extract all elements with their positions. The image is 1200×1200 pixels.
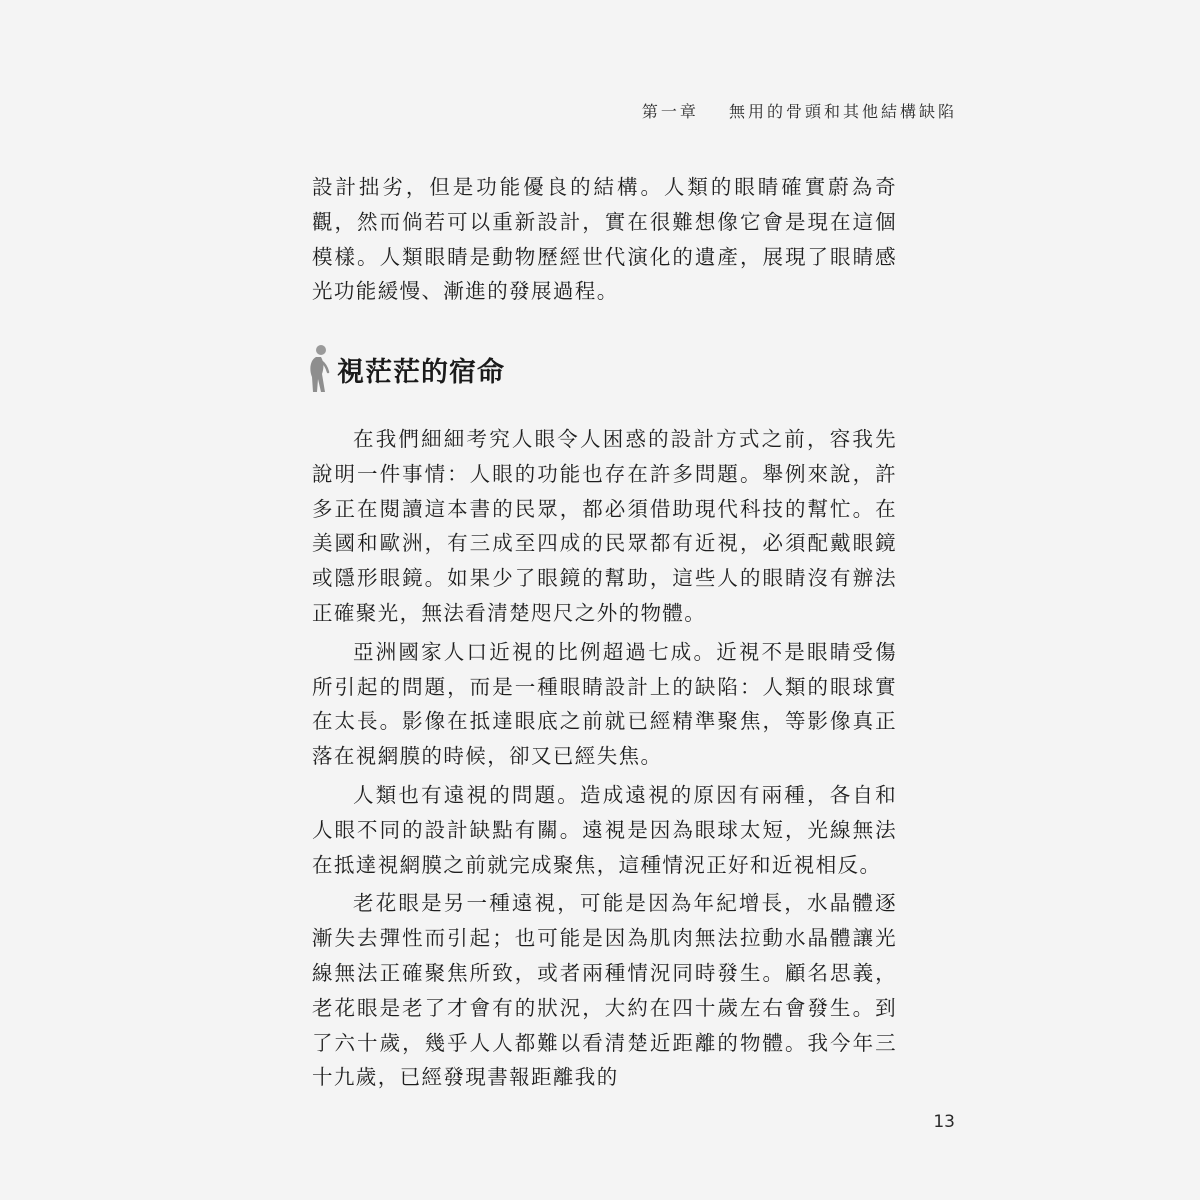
chapter-label: 第一章 <box>641 102 699 121</box>
paragraph: 在我們細細考究人眼令人困惑的設計方式之前，容我先說明一件事情：人眼的功能也存在許多問題。舉例來說，許多正在閱讀這本書的民眾，都必須借助現代科技的幫忙。在美國和歐洲，有三成至四成的民眾都有近視，必須配戴眼鏡或隱形眼鏡。如果少了眼鏡的幫助，這些人的眼睛沒有辦法正確聚光，無法看清楚咫尺之外的物體。 <box>312 427 897 625</box>
chapter-title: 無用的骨頭和其他結構缺陷 <box>728 102 957 121</box>
paragraph: 老花眼是另一種遠視，可能是因為年紀增長，水晶體逐漸失去彈性而引起；也可能是因為肌肉無法拉動水晶體讓光線無法正確聚焦所致，或者兩種情況同時發生。顧名思義，老花眼是老了才會有的狀況，大約在四十歲左右會發生。到了六十歲，幾乎人人都難以看清楚近距離的物體。我今年三十九歲，已經發現書報距離我的 <box>312 891 897 1090</box>
section-heading <box>307 344 505 394</box>
paragraph: 設計拙劣，但是功能優良的結構。人類的眼睛確實蔚為奇觀，然而倘若可以重新設計，實在很難想像它會是現在這個模樣。人類眼睛是動物歷經世代演化的遺產，展現了眼睛感光功能緩慢、漸進的發展過程。 <box>312 175 897 304</box>
running-header <box>642 99 957 122</box>
page-number: 13 <box>933 1112 955 1132</box>
intro-text <box>312 170 897 309</box>
paragraph: 人類也有遠視的問題。造成遠視的原因有兩種，各自和人眼不同的設計缺點有關。遠視是因為眼球太短，光線無法在抵達視網膜之前就完成聚焦，這種情況正好和近視相反。 <box>312 782 897 877</box>
section-body <box>312 422 897 1095</box>
paragraph: 亞洲國家人口近視的比例超過七成。近視不是眼睛受傷所引起的問題，而是一種眼睛設計上的缺陷：人類的眼球實在太長。影像在抵達眼底之前就已經精準聚焦，等影像真正落在視網膜的時候，卻又已經失焦。 <box>312 639 897 769</box>
section-title: 視茫茫的宿命 <box>337 356 505 388</box>
stooped-figure-icon <box>307 344 333 394</box>
